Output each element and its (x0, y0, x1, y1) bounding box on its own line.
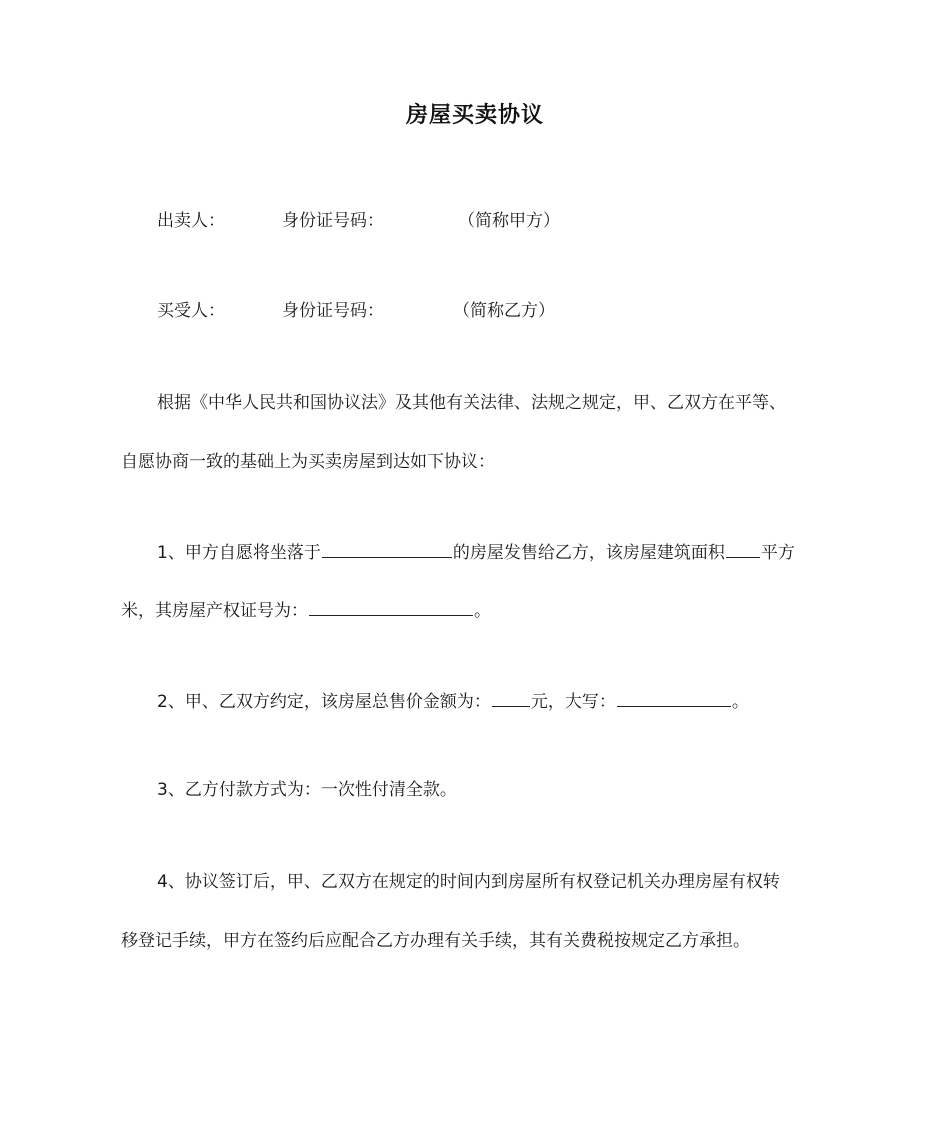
buyer-id-label: 身份证号码： (282, 301, 384, 321)
certificate-number-blank[interactable] (309, 597, 473, 616)
document-title: 房屋买卖协议 (405, 103, 544, 128)
clause-1-text-b: 的房屋发售给乙方，该房屋建筑面积 (452, 543, 725, 563)
intro-line-1: 根据《中华人民共和国协议法》及其他有关法律、法规之规定，甲、乙双方在平等、 (157, 393, 786, 413)
clause-1-text-d: 米，其房屋产权证号为： (121, 601, 308, 621)
seller-alias: （简称甲方） (458, 211, 560, 231)
clause-4-line-2: 移登记手续，甲方在签约后应配合乙方办理有关手续，其有关费税按规定乙方承担。 (121, 931, 750, 951)
clause-2-line (157, 688, 749, 714)
area-blank[interactable] (726, 539, 760, 558)
location-blank[interactable] (322, 539, 452, 558)
clause-3-line: 3、乙方付款方式为：一次性付清全款。 (157, 780, 457, 800)
clause-1-line-1 (157, 539, 795, 565)
seller-id-label: 身份证号码： (282, 211, 384, 231)
buyer-alias: （简称乙方） (453, 301, 555, 321)
intro-line-2: 自愿协商一致的基础上为买卖房屋到达如下协议： (121, 452, 495, 472)
clause-1-text-e: 。 (474, 601, 491, 621)
clause-2-text-b: 元，大写： (530, 692, 616, 712)
clause-2-text-c: 。 (731, 692, 749, 712)
price-blank[interactable] (492, 688, 530, 707)
clause-4-line-1: 4、协议签订后，甲、乙双方在规定的时间内到房屋所有权登记机关办理房屋有权转 (157, 872, 780, 892)
clause-2-text-a: 2、甲、乙双方约定，该房屋总售价金额为： (157, 692, 491, 712)
buyer-label: 买受人： (157, 301, 225, 321)
price-uppercase-blank[interactable] (617, 688, 731, 707)
seller-label: 出卖人： (157, 211, 225, 231)
clause-1-text-c: 平方 (760, 543, 795, 563)
clause-1-line-2 (121, 597, 491, 623)
clause-1-text-a: 1、甲方自愿将坐落于 (157, 543, 321, 563)
